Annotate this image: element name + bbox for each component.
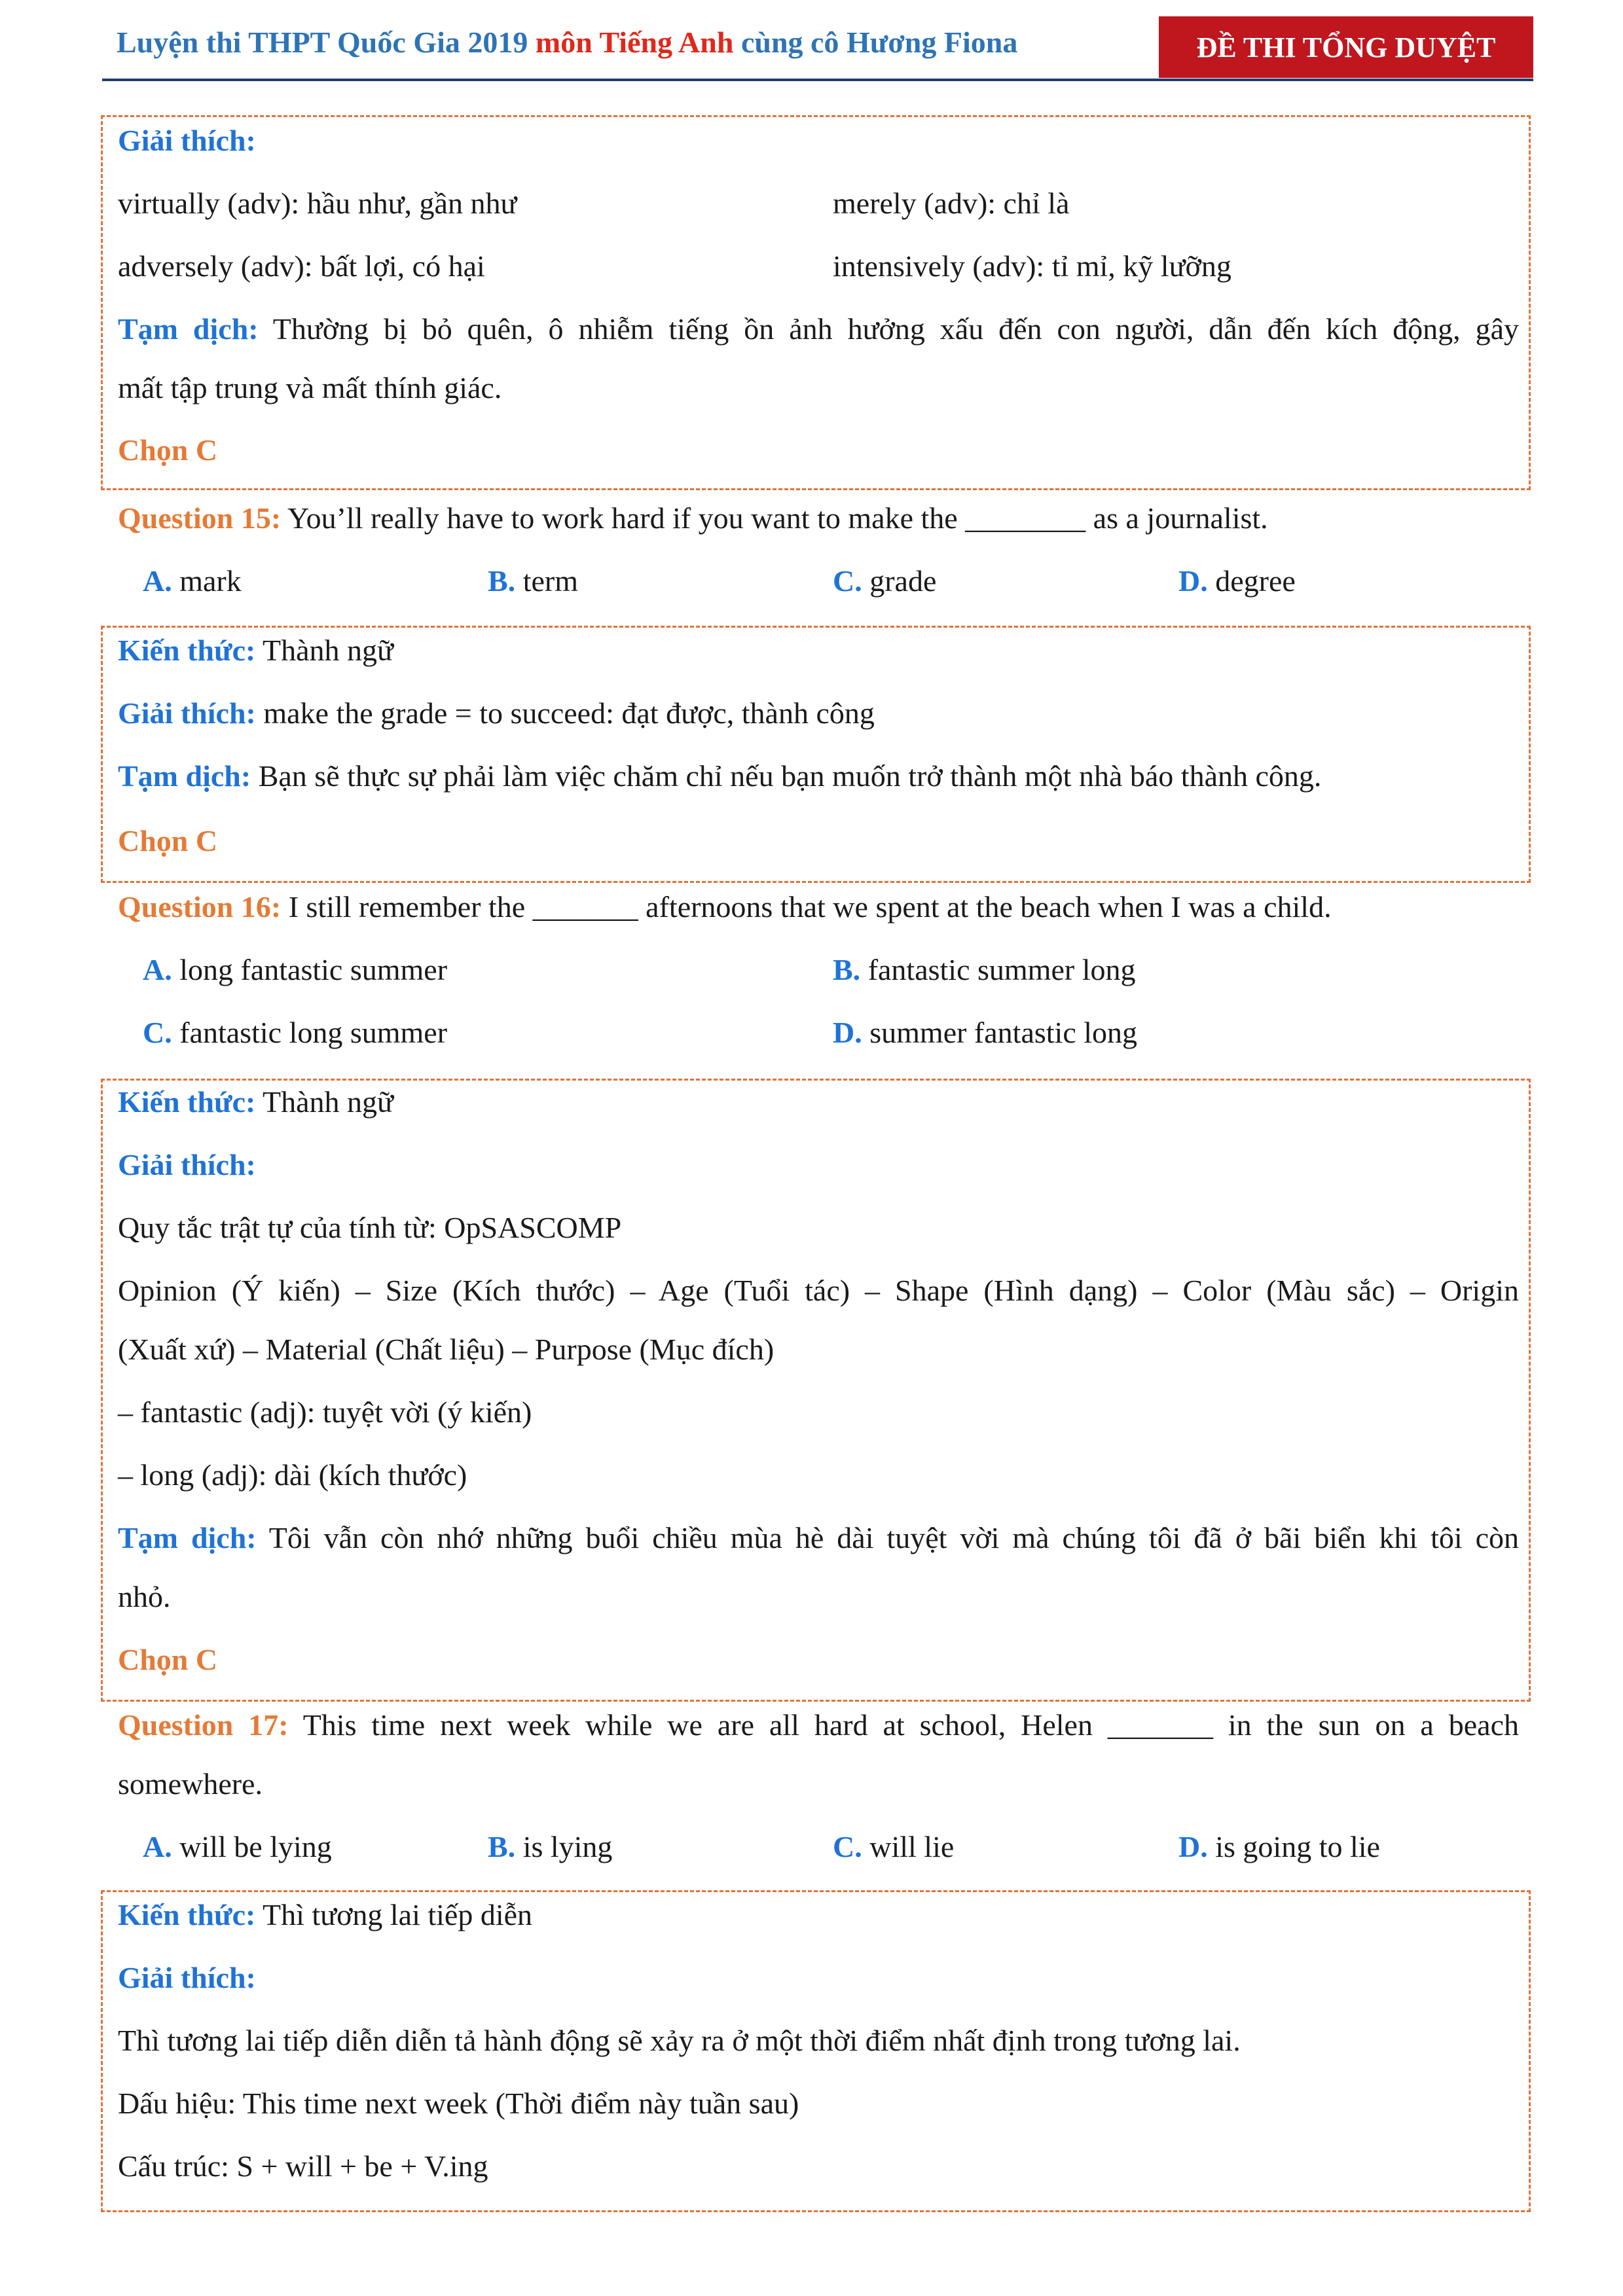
q17-option-d[interactable] — [1178, 1829, 1380, 1865]
q17-option-d-text: is going to lie — [1207, 1830, 1380, 1863]
q15-kien-thuc — [118, 632, 393, 669]
q14-giai-thich-label: Giải thích: — [118, 124, 256, 157]
q17-option-b-text: is lying — [515, 1830, 613, 1863]
q16-bullet-2: – long (adj): dài (kích thước) — [118, 1458, 467, 1492]
q17-explain-line1: Thì tương lai tiếp diễn diễn tả hành động sẽ xảy ra ở một thời điểm nhất định trong tương lai. — [118, 2024, 1241, 2057]
q17-option-b[interactable] — [488, 1829, 612, 1865]
q16-option-d[interactable] — [833, 1014, 1137, 1051]
q15-option-a[interactable] — [143, 563, 242, 600]
header-badge: ĐỀ THI TỔNG DUYỆT — [1159, 16, 1533, 78]
q16-kien-thuc-label: Kiến thức: — [118, 1085, 256, 1119]
q17-option-a-letter: A. — [143, 1830, 172, 1863]
q16-giai-thich-label: Giải thích: — [118, 1148, 256, 1181]
q16-rule: Quy tắc trật tự của tính từ: OpSASCOMP — [118, 1211, 622, 1244]
q17-option-c[interactable] — [833, 1829, 954, 1865]
q16-tam-dich-cont: nhỏ. — [118, 1580, 171, 1613]
q16-question — [118, 889, 1332, 925]
q16-order-line1: Opinion (Ý kiến) – Size (Kích thước) – Age (Tuổi tác) – Shape (Hình dạng) – Color (Màu sắc) – Origin — [118, 1274, 1519, 1307]
q15-option-d-letter: D. — [1178, 564, 1208, 598]
q15-option-d-text: degree — [1207, 564, 1296, 598]
q17-option-d-letter: D. — [1178, 1830, 1208, 1863]
q16-kien-thuc — [118, 1084, 393, 1121]
q15-option-b-letter: B. — [488, 564, 516, 598]
q14-explanation-box — [101, 115, 1531, 490]
q17-option-c-text: will lie — [862, 1830, 955, 1863]
q14-answer: Chọn C — [118, 433, 218, 467]
q17-giai-thich-label: Giải thích: — [118, 1961, 256, 1994]
q16-answer: Chọn C — [118, 1643, 218, 1676]
header-title-part2: cùng cô Hương Fiona — [733, 26, 1018, 59]
q16-tam-dich — [118, 1520, 1519, 1556]
q17-kien-thuc-text: Thì tương lai tiếp diễn — [255, 1898, 533, 1931]
q16-option-d-text: summer fantastic long — [862, 1016, 1138, 1049]
q16-option-d-letter: D. — [833, 1016, 862, 1049]
q16-option-b-letter: B. — [833, 953, 861, 986]
q16-text: I still remember the _______ afternoons that we spent at the beach when I was a child. — [281, 890, 1332, 924]
q17-label: Question 17: — [118, 1708, 289, 1742]
q17-kien-thuc-label: Kiến thức: — [118, 1898, 256, 1931]
q16-option-c[interactable] — [143, 1014, 447, 1051]
q16-order-line2: (Xuất xứ) – Material (Chất liệu) – Purpose (Mục đích) — [118, 1333, 775, 1366]
q14-vocab-4: intensively (adv): tỉ mỉ, kỹ lưỡng — [833, 249, 1231, 283]
q17-option-b-letter: B. — [488, 1830, 516, 1863]
q15-option-b-text: term — [515, 564, 578, 598]
q15-option-a-letter: A. — [143, 564, 172, 598]
q16-tam-dich-text: Tôi vẫn còn nhớ những buổi chiều mùa hè dài tuyệt vời mà chúng tôi đã ở bãi biển khi tôi còn — [256, 1521, 1520, 1554]
q15-giai-thich-label: Giải thích: — [118, 696, 256, 730]
header-title — [117, 25, 1017, 60]
q15-option-b[interactable] — [488, 563, 578, 600]
q17-text: This time next week while we are all hard at school, Helen _______ in the sun on a beach — [288, 1708, 1519, 1742]
q16-option-c-text: fantastic long summer — [172, 1016, 448, 1049]
q16-kien-thuc-text: Thành ngữ — [255, 1085, 393, 1119]
q15-answer: Chọn C — [118, 824, 218, 857]
header-divider — [102, 79, 1533, 81]
q15-option-c-letter: C. — [833, 564, 862, 598]
q15-kien-thuc-text: Thành ngữ — [255, 634, 393, 667]
header-title-part1: Luyện thi THPT Quốc Gia 2019 — [117, 26, 536, 59]
q14-tam-dich-text: Thường bị bỏ quên, ô nhiễm tiếng ồn ảnh hưởng xấu đến con người, dẫn đến kích động, gây — [258, 312, 1519, 346]
q16-bullet-1: – fantastic (adj): tuyệt vời (ý kiến) — [118, 1395, 532, 1429]
q15-tam-dich-text: Bạn sẽ thực sự phải làm việc chăm chỉ nếu bạn muốn trở thành một nhà báo thành công. — [251, 759, 1322, 793]
q15-label: Question 15: — [118, 501, 282, 535]
q16-option-c-letter: C. — [143, 1016, 172, 1049]
q15-tam-dich-label: Tạm dịch: — [118, 759, 251, 793]
q16-option-b[interactable] — [833, 952, 1135, 988]
q16-option-a[interactable] — [143, 952, 447, 988]
q15-option-a-text: mark — [172, 564, 242, 598]
q15-option-c-text: grade — [862, 564, 937, 598]
q17-kien-thuc — [118, 1897, 532, 1933]
q16-label: Question 16: — [118, 890, 282, 924]
q17-question-cont: somewhere. — [118, 1767, 263, 1801]
q17-option-a-text: will be lying — [172, 1830, 332, 1863]
q17-option-c-letter: C. — [833, 1830, 862, 1863]
q17-explain-line3: Cấu trúc: S + will + be + V.ing — [118, 2149, 488, 2183]
q16-option-b-text: fantastic summer long — [860, 953, 1136, 986]
q17-question — [118, 1707, 1519, 1744]
q16-option-a-text: long fantastic summer — [172, 953, 448, 986]
q15-kien-thuc-label: Kiến thức: — [118, 634, 256, 667]
q14-vocab-2: merely (adv): chỉ là — [833, 187, 1070, 220]
header-title-subject: môn Tiếng Anh — [535, 26, 734, 59]
q15-option-d[interactable] — [1178, 563, 1296, 600]
q14-tam-dich — [118, 311, 1519, 348]
q16-option-a-letter: A. — [143, 953, 172, 986]
q15-text: You’ll really have to work hard if you want to make the ________ as a journalist. — [281, 501, 1268, 535]
q14-vocab-1: virtually (adv): hầu như, gần như — [118, 187, 517, 220]
q16-tam-dich-label: Tạm dịch: — [118, 1521, 257, 1554]
q17-explain-line2: Dấu hiệu: This time next week (Thời điểm này tuần sau) — [118, 2087, 799, 2120]
q15-option-c[interactable] — [833, 563, 936, 600]
q15-giai-thich-text: make the grade = to succeed: đạt được, thành công — [255, 696, 875, 730]
q14-tam-dich-label: Tạm dịch: — [118, 312, 259, 346]
q17-option-a[interactable] — [143, 1829, 332, 1865]
q15-giai-thich — [118, 695, 875, 732]
q15-tam-dich — [118, 758, 1321, 795]
q14-tam-dich-cont: mất tập trung và mất thính giác. — [118, 371, 502, 404]
q14-vocab-3: adversely (adv): bất lợi, có hại — [118, 249, 485, 283]
q16-explanation-box — [101, 1079, 1531, 1702]
q15-question — [118, 500, 1268, 537]
